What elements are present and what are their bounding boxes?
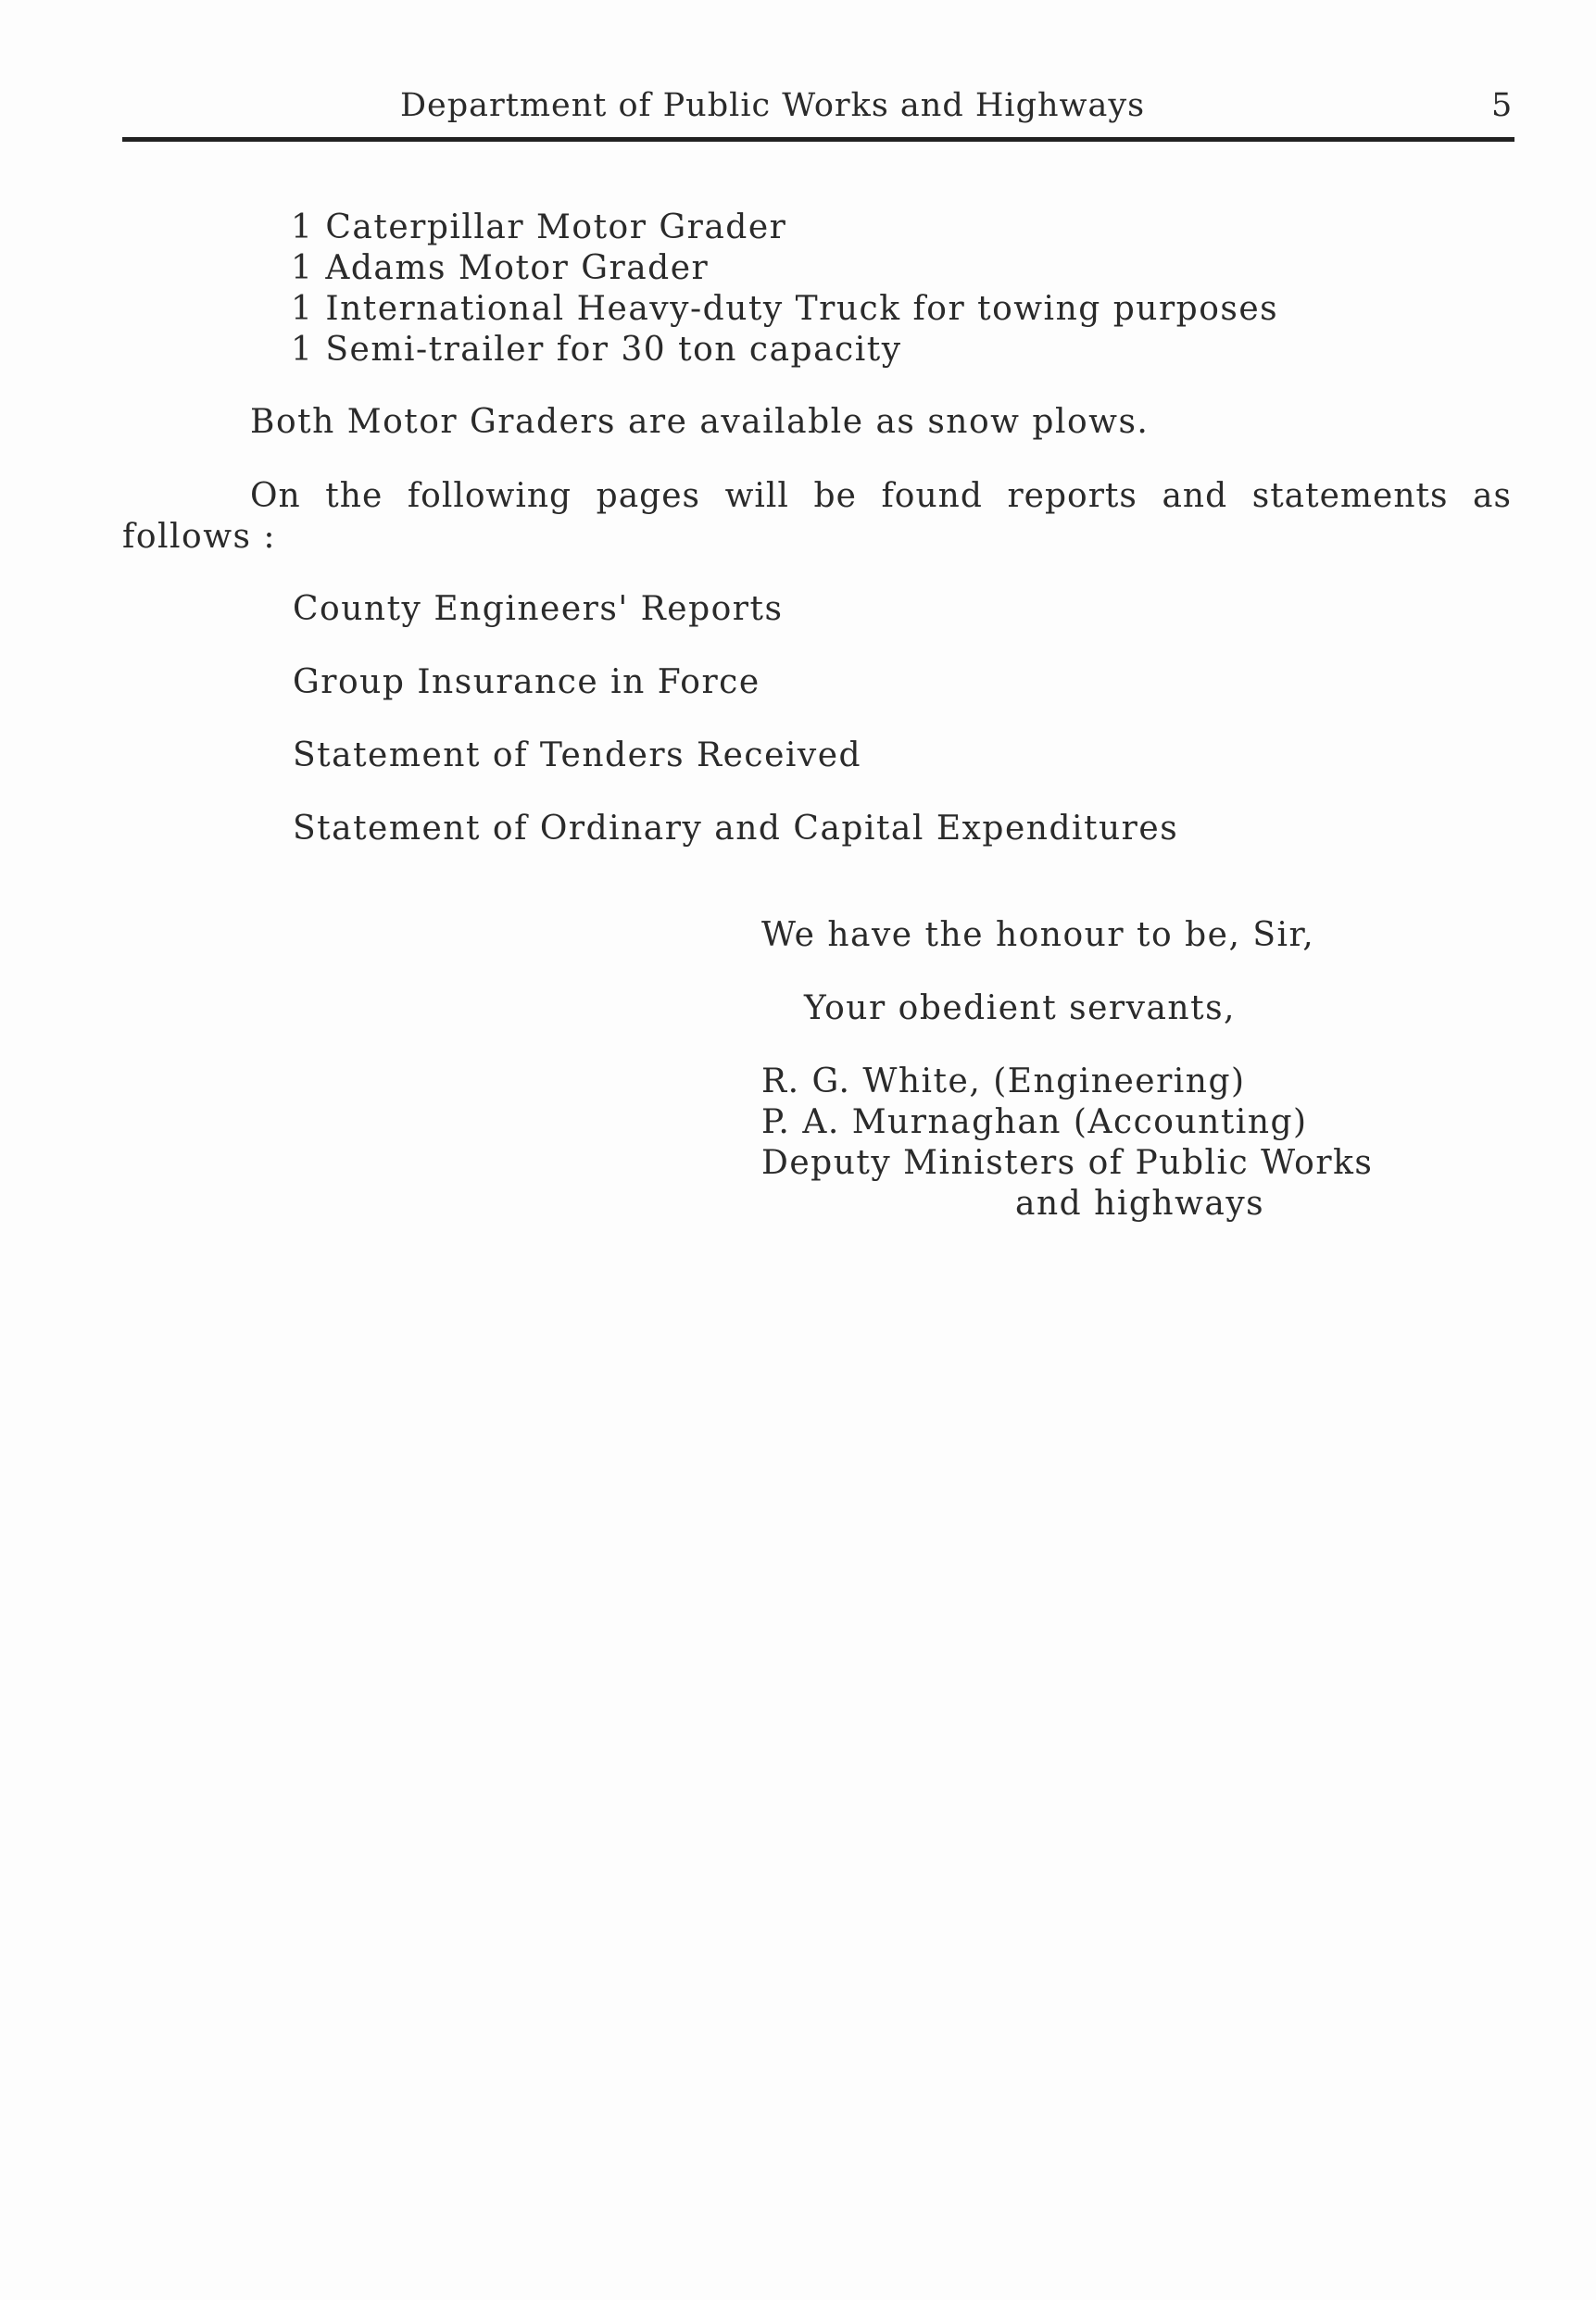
running-header-title: Department of Public Works and Highways [400,87,1146,124]
equipment-item: 1 Adams Motor Grader [291,249,710,287]
header-rule [122,137,1514,142]
contents-item: Statement of Ordinary and Capital Expenditures [293,810,1179,848]
equipment-item: 1 Semi-trailer for 30 ton capacity [291,331,902,369]
graders-note: Both Motor Graders are available as snow plows. [250,403,1150,441]
signatory-name: P. A. Murnaghan (Accounting) [761,1103,1308,1141]
intro-paragraph-line1: On the following pages will be found reports and statements as [250,477,1512,515]
contents-item: Group Insurance in Force [293,663,760,701]
closing-servants: Your obedient servants, [804,989,1236,1027]
signatory-title-continued: and highways [1015,1185,1265,1223]
contents-item: Statement of Tenders Received [293,736,862,774]
equipment-item: 1 International Heavy-duty Truck for towing purposes [291,290,1279,328]
closing-salutation: We have the honour to be, Sir, [761,916,1315,954]
equipment-item: 1 Caterpillar Motor Grader [291,208,787,246]
signature-block [761,1062,1373,1225]
signatory-name: R. G. White, (Engineering) [761,1062,1246,1100]
signatory-title: Deputy Ministers of Public Works [761,1144,1374,1182]
contents-item: County Engineers' Reports [293,590,784,628]
page-number: 5 [1491,87,1513,124]
intro-paragraph-line2: follows : [122,518,277,556]
contents-list [293,589,1178,882]
equipment-list [291,207,1278,371]
